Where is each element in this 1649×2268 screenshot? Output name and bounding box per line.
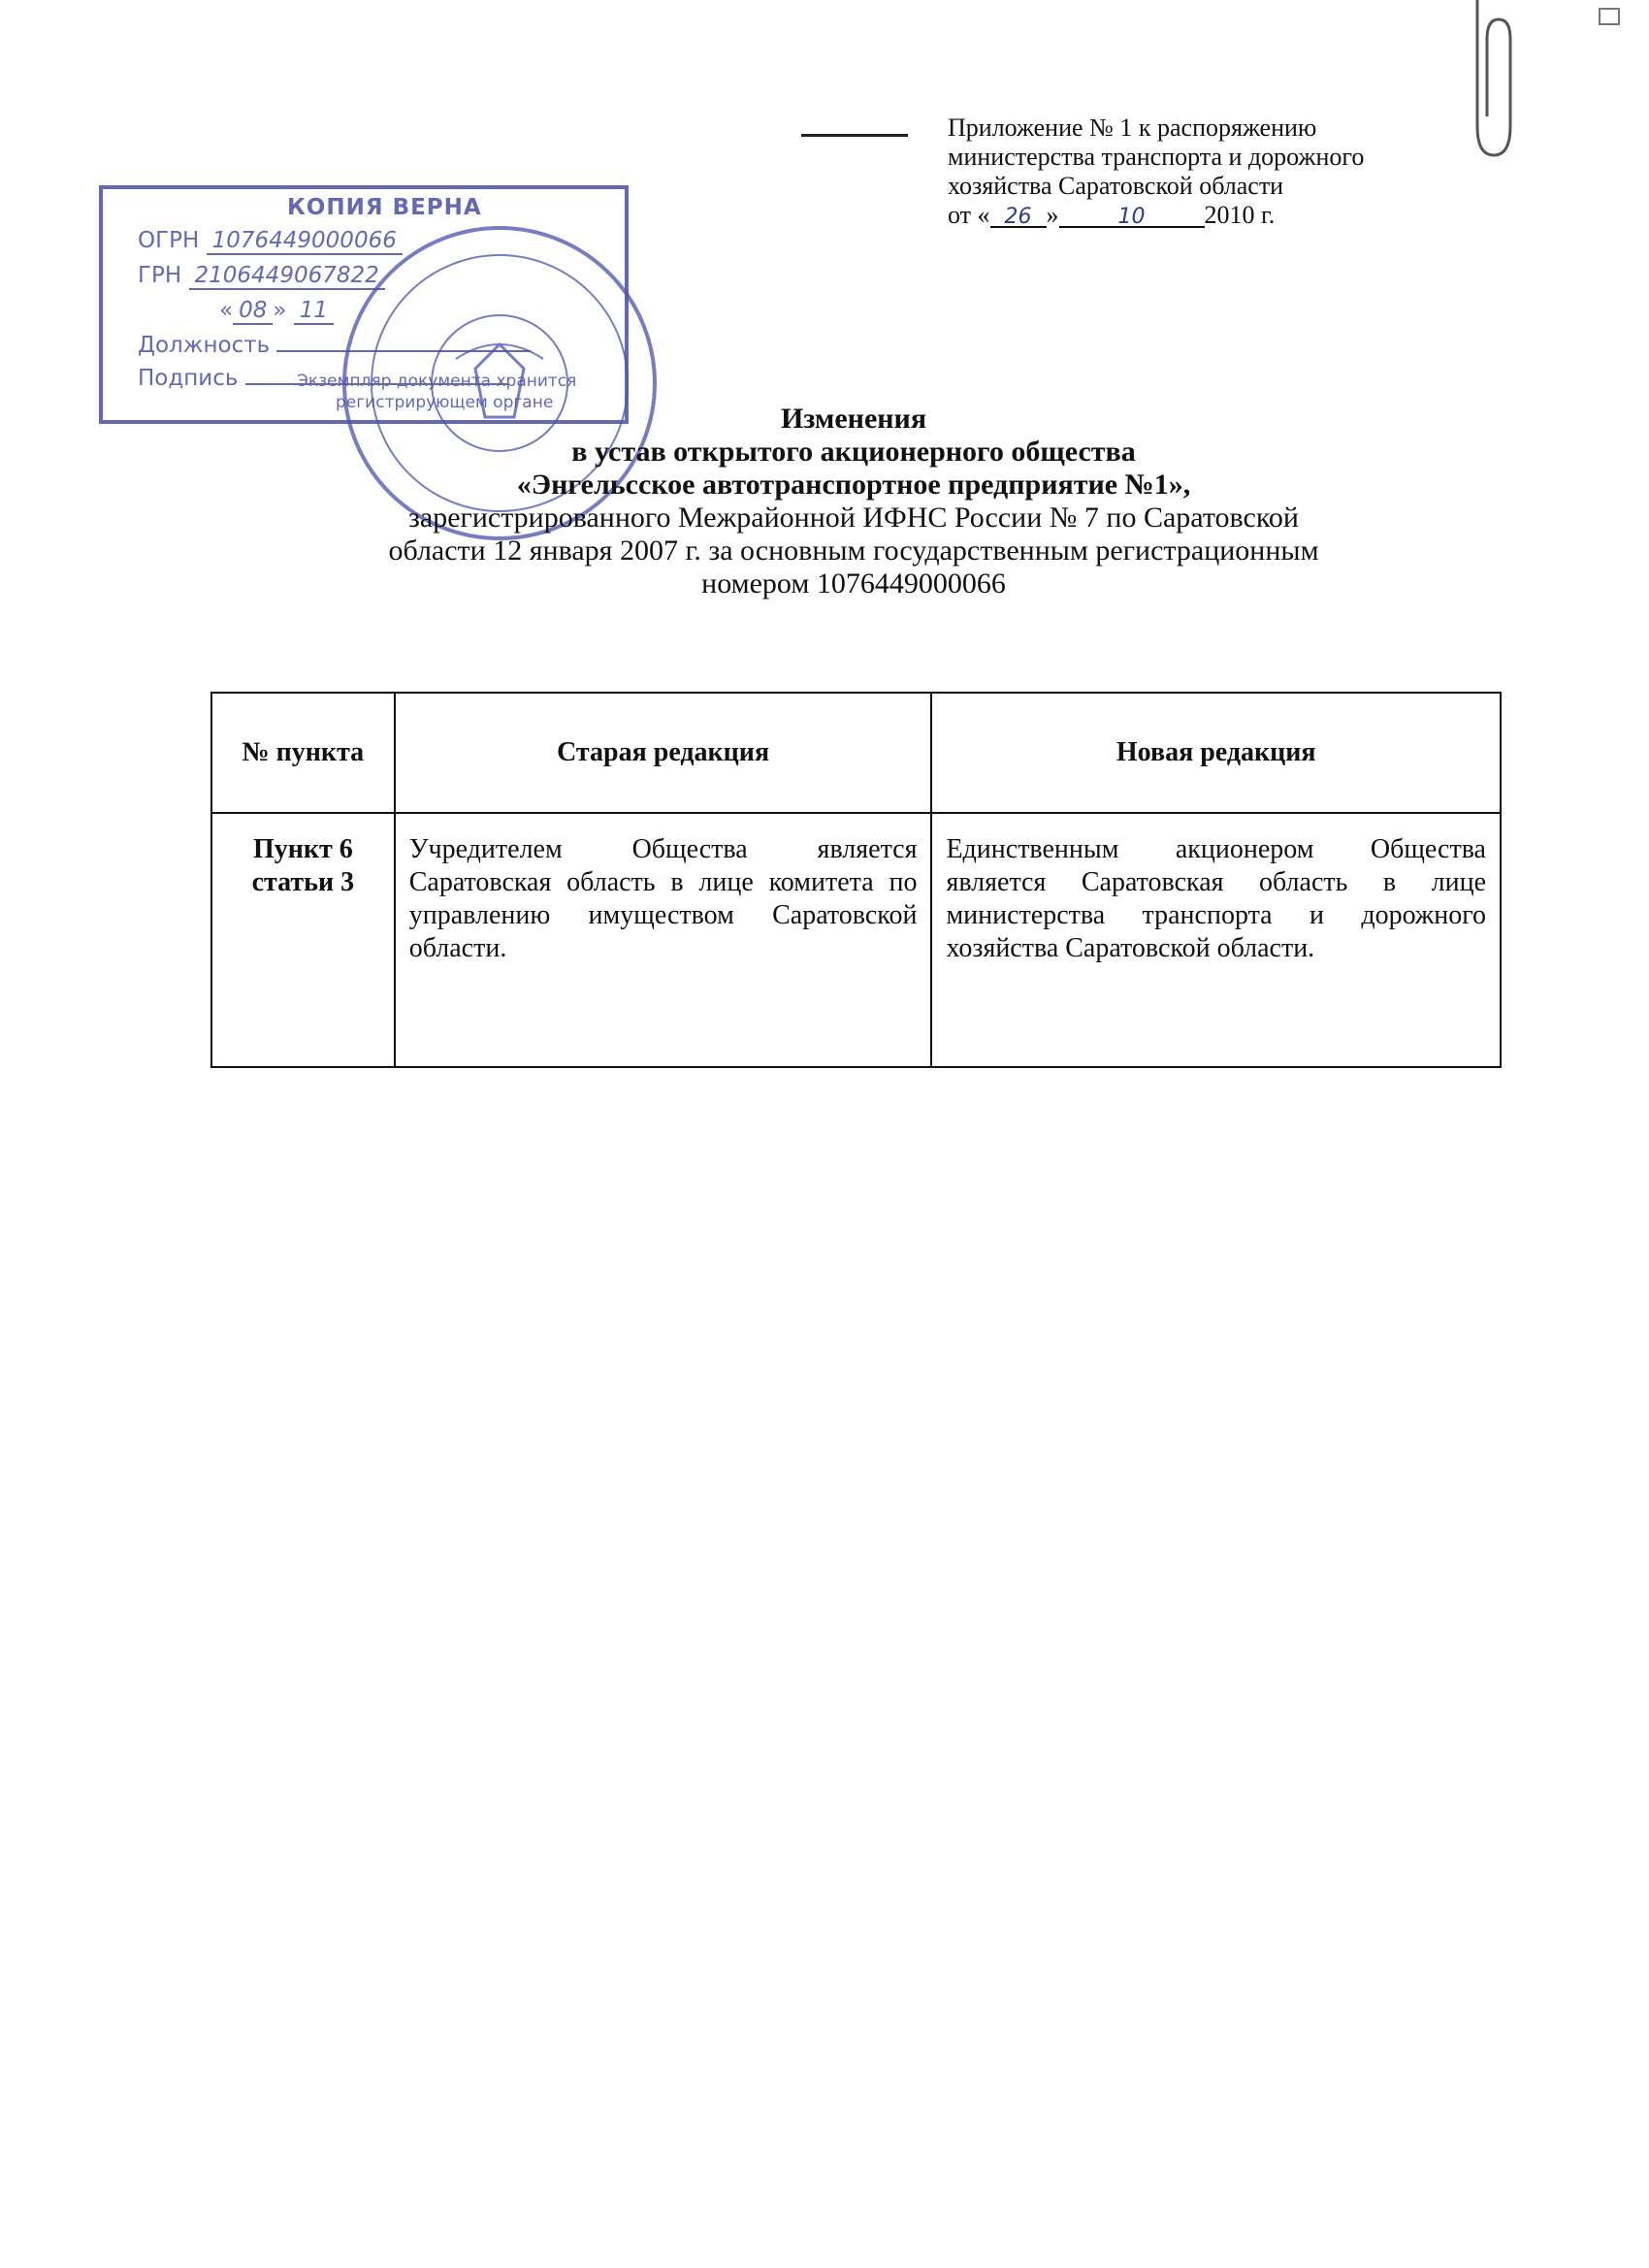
heading-registration-1: зарегистрированного Межрайонной ИФНС России № 7 по Саратовской [408, 502, 1299, 534]
row-old-version: Учредителем Общества является Саратовская область в лице комитета по управлению имуществом Саратовской области. [395, 813, 932, 1067]
date-year: 2010 г. [1204, 201, 1276, 229]
header-item-number: № пункта [211, 693, 395, 813]
stamp-footer-1: Экземпляр документа хранится [297, 372, 577, 391]
stamp-date-open: « [219, 298, 234, 323]
header-old-version: Старая редакция [395, 693, 932, 813]
heading-registration-2: области 12 января 2007 г. за основным государственным регистрационным [388, 535, 1319, 567]
appendix-line-1: Приложение № 1 к распоряжению [948, 113, 1317, 142]
stamp-title: КОПИЯ ВЕРНА [287, 195, 482, 220]
stamp-sign-label: Подпись [138, 366, 239, 391]
stamp-footer-2: регистрирующем органе [336, 393, 554, 412]
stamp-date-row [219, 298, 334, 323]
row-item-number: Пункт 6 статьи 3 [211, 813, 395, 1067]
row-new-version: Единственным акционером Общества является Саратовская область в лице министерства транспорта и дорожного хозяйства Саратовской области. [931, 813, 1501, 1067]
stamp-grn-label: ГРН [138, 263, 182, 288]
table-row [211, 813, 1501, 1067]
table-header-row [211, 693, 1501, 813]
changes-table [210, 692, 1502, 1068]
date-mid: » [1046, 201, 1059, 229]
document-heading [223, 403, 1484, 600]
heading-subtitle-2: «Энгельсское автотранспортное предприятие №1», [516, 469, 1191, 501]
date-month: 10 [1117, 205, 1146, 229]
header-new-version: Новая редакция [931, 693, 1501, 813]
heading-title: Изменения [780, 403, 927, 435]
stamp-position-label: Должность [138, 333, 271, 358]
date-day-blank [990, 201, 1047, 228]
stamp-ogrn-label: ОГРН [138, 228, 200, 253]
date-prefix: от « [948, 201, 990, 229]
appendix-line-2: министерства транспорта и дорожного [948, 143, 1365, 171]
appendix-line-3: хозяйства Саратовской области [948, 172, 1284, 200]
heading-subtitle-1: в устав открытого акционерного общества [571, 436, 1136, 468]
date-month-blank [1059, 201, 1205, 228]
appendix-date [948, 201, 1491, 230]
corner-mark [1599, 8, 1620, 25]
top-rule [801, 134, 908, 137]
stamp-ogrn-value: 1076449000066 [207, 228, 403, 255]
stamp-date-day: 08 [233, 298, 273, 325]
appendix-note [948, 113, 1491, 230]
stamp-date-month: 11 [294, 298, 334, 325]
stamp-date-close: » [273, 298, 287, 323]
date-day: 26 [1004, 205, 1032, 229]
heading-registration-3: номером 1076449000066 [701, 567, 1006, 599]
stamp-grn-value: 2106449067822 [189, 263, 385, 290]
